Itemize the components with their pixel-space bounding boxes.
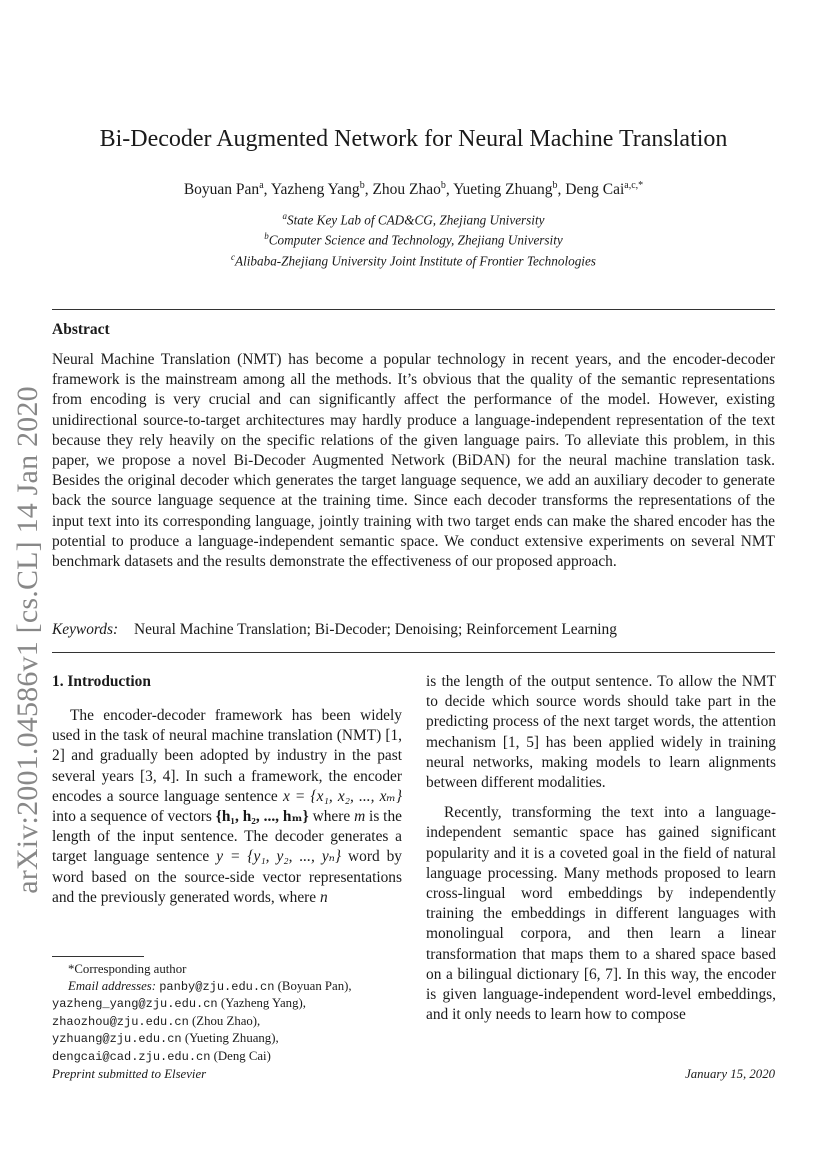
abstract-top-rule [52,309,775,310]
email-address: yzhuang@zju.edu.cn [52,1032,182,1046]
intro-paragraph-2: Recently, transforming the text into a language-independent semantic space has gained significant popularity and it is a coveted goal in the field of natural language processing. Many methods proposed to learn cross-lingual word embeddings by independently training the embeddings in different languages with monolingual corpora, and then learn a linear transformation that maps them to a shared space based on a bilingual dictionary [6, 7]. In this way, the encoder is given language-independent word-level embeddings, and it only needs to learn how to compose [426,804,776,1024]
footnote-email-line: yazheng_yang@zju.edu.cn (Yazheng Yang), [52,996,306,1011]
author: Yazheng Yang$^b$ [270,180,365,199]
abstract-text: Neural Machine Translation (NMT) has become a popular technology in recent years, and the encoder-decoder framework is the mainstream among all the methods. It’s obvious that the quality of the semantic representations from encoding is very crucial and can significantly affect the performance of the model. However, existing unidirectional source-to-target architectures may hardly produce a language-independent representation of the text because they rely heavily on the specific relations of the given language pairs. To alleviate this problem, in this paper, we propose a novel Bi-Decoder Augmented Network (BiDAN) for the neural machine translation task. Besides the original decoder which generates the target language sequence, we add an auxiliary decoder to generate back the source language sequence at the training time. Since each decoder transforms the representations of the input text into its corresponding language, jointly training with two target ends can make the shared encoder has the potential to produce a language-independent semantic space. We conduct extensive experiments on several NMT benchmark datasets and the results demonstrate the effectiveness of our proposed approach. [52,351,775,571]
footnote-rule [52,956,144,957]
intro-paragraph-1-cont: is the length of the output sentence. To allow the NMT to decide which source words should take part in the predicting process of the next target words, the attention mechanism [1, 5] has been applied widely in training neural networks, making models to learn alignments between different modalities. [426,673,776,792]
footnote-email-line: Email addresses: panby@zju.edu.cn (Boyuan Pan), [68,978,352,994]
author-list: Boyuan Pan$^a$, Yazheng Yang$^b$, Zhou Zhao$^b$, Yueting Zhuang$^b$, Deng Cai$^{a,c,*}$ [183,180,644,199]
footnote-email-line: zhaozhou@zju.edu.cn (Zhou Zhao), [52,1013,261,1029]
abstract-bottom-rule [52,652,775,653]
affiliation-list [52,208,775,269]
abstract-heading: Abstract [52,321,110,338]
author: Boyuan Pan$^a$ [183,180,264,199]
left-column [52,672,402,908]
paper-title: Bi-Decoder Augmented Network for Neural Machine Translation [99,126,728,152]
section-heading: 1. Introduction [52,673,151,690]
intro-paragraph-1: The encoder-decoder framework has been widely used in the task of neural machine translation (NMT) [1, 2] and gradually been adopted by industry in the past several years [3, 4]. In such a framework, the encoder encodes a source language sentence x = {x₁, x₂, ..., xₘ} into a sequence of vectors {h₁, h₂, ..., hₘ} where m is the length of the input sentence. The decoder generates a target language sentence y = {y₁, y₂, ..., yₙ} word by word based on the source-side vector representations and the previously generated words, where n [52,707,403,906]
affiliation: $^c$Alibaba-Zhejiang University Joint Institute of Frontier Technologies [231,251,596,269]
affiliation: $^a$State Key Lab of CAD&CG, Zhejiang University [282,211,545,228]
affiliation: $^b$Computer Science and Technology, Zhejiang University [264,231,563,248]
email-label: Email addresses: [68,978,157,993]
email-address: zhaozhou@zju.edu.cn [52,1014,189,1029]
arxiv-stamp [4,370,52,910]
footer-date: January 15, 2020 [685,1067,775,1081]
author: Yueting Zhuang$^b$ [453,180,558,199]
keywords-label: Keywords: [52,621,119,638]
keywords-text: Neural Machine Translation; Bi-Decoder; Denoising; Reinforcement Learning [133,621,617,638]
keywords [52,620,775,640]
email-address: dengcai@cad.zju.edu.cn [52,1049,211,1064]
author: Deng Cai$^{a,c,*}$ [565,180,644,199]
right-column [426,672,776,1025]
author: Zhou Zhao$^b$ [372,180,446,199]
footer-submission-note: Preprint submitted to Elsevier [52,1067,207,1081]
footnote [52,961,402,1065]
footnote-corresponding: *Corresponding author [68,962,187,976]
footnote-email-line: dengcai@cad.zju.edu.cn (Deng Cai) [52,1048,271,1064]
footnote-email-line: yzhuang@zju.edu.cn (Yueting Zhuang), [52,1031,279,1046]
email-address: yazheng_yang@zju.edu.cn [52,997,218,1011]
email-address: panby@zju.edu.cn [159,979,275,994]
arxiv-stamp-text: arXiv:2001.04586v1 [cs.CL] 14 Jan 2020 [11,386,44,894]
